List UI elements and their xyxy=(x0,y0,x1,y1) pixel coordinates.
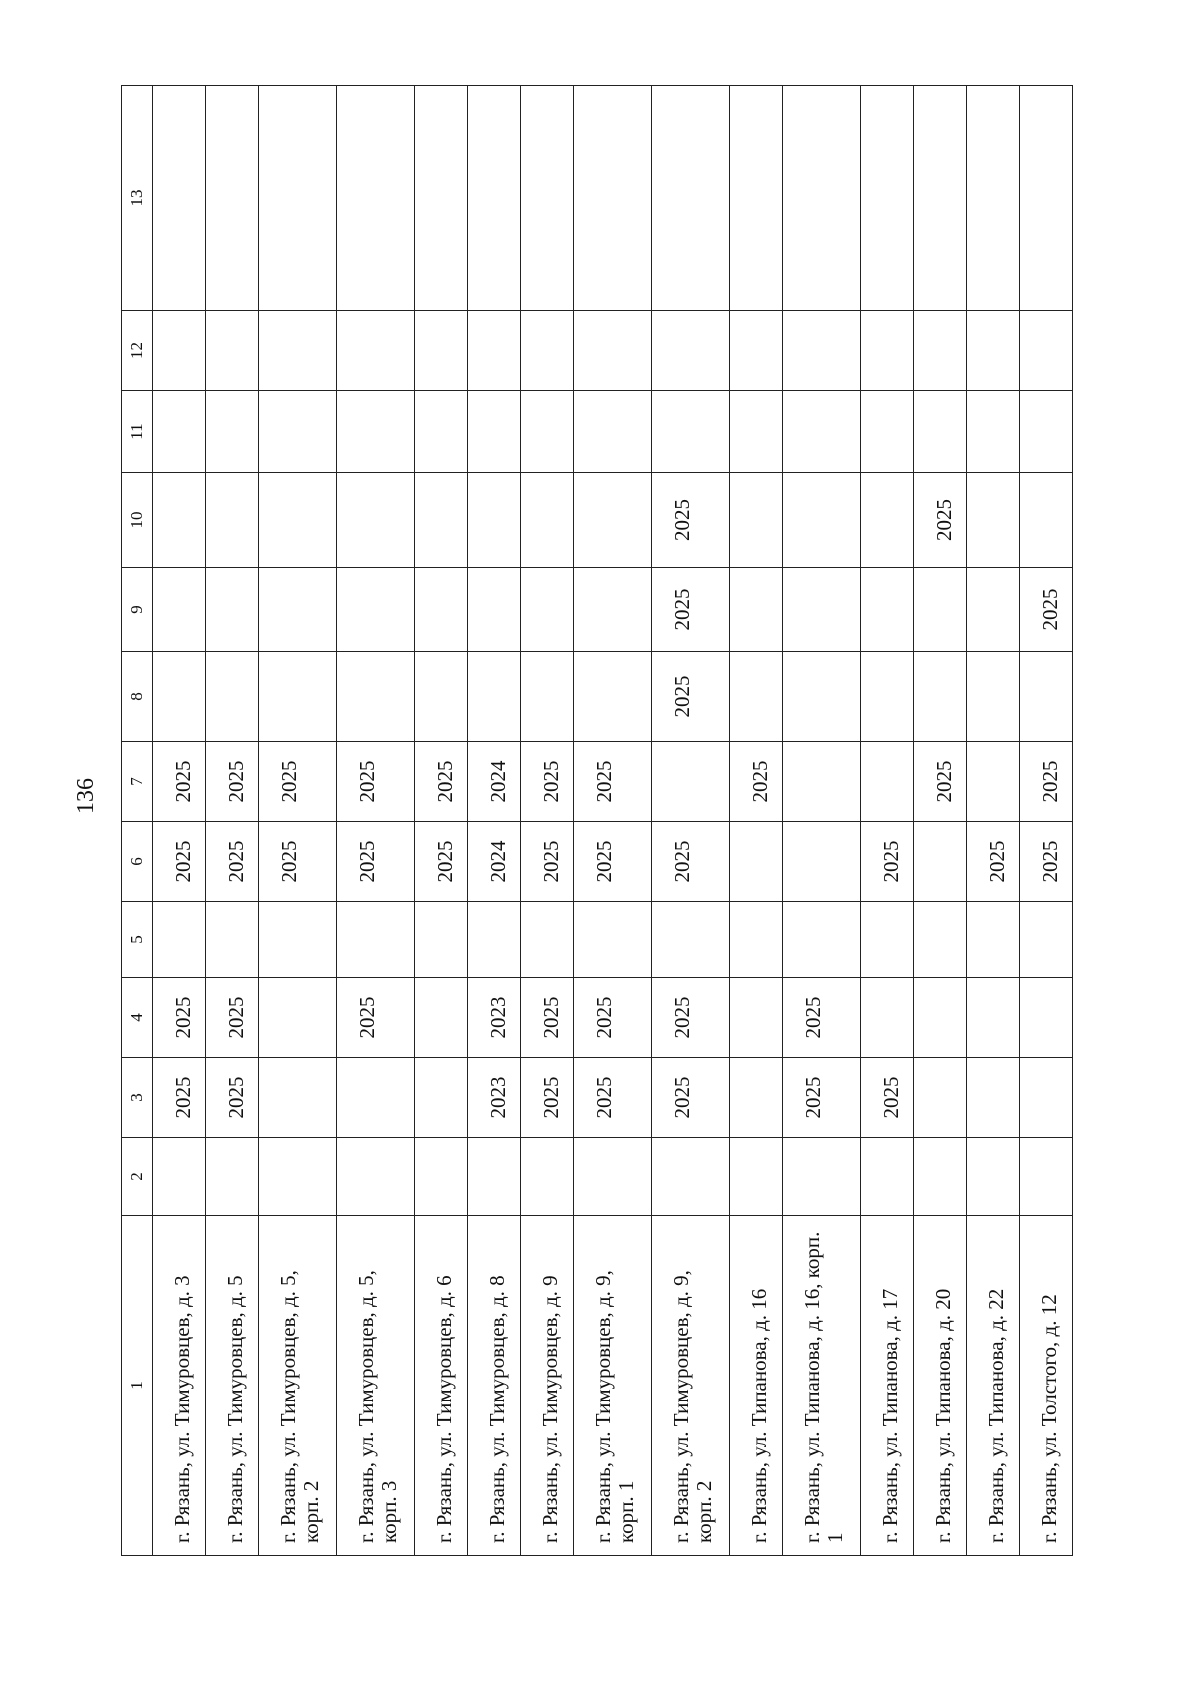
column-header-1: 1 xyxy=(122,1216,153,1556)
address-cell: г. Рязань, ул. Толстого, д. 12 xyxy=(1019,1216,1072,1556)
year-cell-col-12 xyxy=(153,311,206,391)
year-cell-col-8 xyxy=(153,652,206,742)
column-header-4: 4 xyxy=(122,978,153,1058)
year-cell-col-4: 2023 xyxy=(468,978,521,1058)
year-cell-col-8 xyxy=(205,652,258,742)
year-cell-col-3 xyxy=(415,1058,468,1138)
year-cell-col-11 xyxy=(1019,391,1072,473)
year-cell-col-8 xyxy=(520,652,573,742)
year-cell-col-7: 2025 xyxy=(205,742,258,822)
year-cell-col-4: 2025 xyxy=(520,978,573,1058)
year-cell-col-5 xyxy=(153,902,206,978)
year-cell-col-3: 2025 xyxy=(652,1058,730,1138)
year-cell-col-13 xyxy=(967,86,1020,311)
address-cell: г. Рязань, ул. Типанова, д. 16 xyxy=(730,1216,783,1556)
year-cell-col-2 xyxy=(258,1138,336,1216)
year-cell-col-10 xyxy=(205,473,258,568)
year-cell-col-9 xyxy=(258,568,336,652)
year-cell-col-11 xyxy=(336,391,414,473)
year-cell-col-8 xyxy=(967,652,1020,742)
table-row xyxy=(652,86,730,1556)
year-cell-col-2 xyxy=(861,1138,914,1216)
year-cell-col-13 xyxy=(336,86,414,311)
year-cell-col-4: 2025 xyxy=(153,978,206,1058)
year-cell-col-6: 2025 xyxy=(258,822,336,902)
year-cell-col-12 xyxy=(1019,311,1072,391)
table-row xyxy=(205,86,258,1556)
header-row xyxy=(122,86,153,1556)
year-cell-col-11 xyxy=(153,391,206,473)
year-cell-col-5 xyxy=(783,902,861,978)
year-cell-col-8 xyxy=(914,652,967,742)
table-row xyxy=(153,86,206,1556)
year-cell-col-2 xyxy=(914,1138,967,1216)
year-cell-col-4: 2025 xyxy=(652,978,730,1058)
year-cell-col-12 xyxy=(967,311,1020,391)
year-cell-col-5 xyxy=(336,902,414,978)
year-cell-col-13 xyxy=(652,86,730,311)
column-header-6: 6 xyxy=(122,822,153,902)
year-cell-col-3 xyxy=(967,1058,1020,1138)
year-cell-col-12 xyxy=(258,311,336,391)
year-cell-col-13 xyxy=(415,86,468,311)
column-header-11: 11 xyxy=(122,391,153,473)
address-cell: г. Рязань, ул. Тимуровцев, д. 5 xyxy=(205,1216,258,1556)
address-cell: г. Рязань, ул. Тимуровцев, д. 9, корп. 2 xyxy=(652,1216,730,1556)
year-cell-col-9 xyxy=(153,568,206,652)
column-header-7: 7 xyxy=(122,742,153,822)
year-cell-col-7 xyxy=(652,742,730,822)
year-cell-col-5 xyxy=(730,902,783,978)
address-cell: г. Рязань, ул. Тимуровцев, д. 6 xyxy=(415,1216,468,1556)
year-cell-col-9 xyxy=(415,568,468,652)
year-cell-col-7 xyxy=(861,742,914,822)
year-cell-col-5 xyxy=(258,902,336,978)
year-cell-col-3 xyxy=(914,1058,967,1138)
year-cell-col-10 xyxy=(415,473,468,568)
year-cell-col-2 xyxy=(415,1138,468,1216)
year-cell-col-10 xyxy=(153,473,206,568)
column-header-8: 8 xyxy=(122,652,153,742)
year-cell-col-3: 2025 xyxy=(573,1058,651,1138)
table-row xyxy=(573,86,651,1556)
year-cell-col-3: 2023 xyxy=(468,1058,521,1138)
year-cell-col-4 xyxy=(861,978,914,1058)
year-cell-col-13 xyxy=(205,86,258,311)
page-number: 136 xyxy=(73,778,99,814)
year-cell-col-3 xyxy=(336,1058,414,1138)
year-cell-col-4 xyxy=(967,978,1020,1058)
year-cell-col-9: 2025 xyxy=(1019,568,1072,652)
table-row xyxy=(730,86,783,1556)
year-cell-col-9 xyxy=(861,568,914,652)
year-cell-col-5 xyxy=(468,902,521,978)
year-cell-col-8 xyxy=(468,652,521,742)
year-cell-col-7: 2025 xyxy=(730,742,783,822)
column-header-3: 3 xyxy=(122,1058,153,1138)
year-cell-col-12 xyxy=(652,311,730,391)
year-cell-col-11 xyxy=(520,391,573,473)
year-cell-col-8 xyxy=(783,652,861,742)
year-cell-col-12 xyxy=(205,311,258,391)
year-cell-col-6: 2025 xyxy=(1019,822,1072,902)
year-cell-col-2 xyxy=(967,1138,1020,1216)
year-cell-col-11 xyxy=(415,391,468,473)
year-cell-col-7 xyxy=(967,742,1020,822)
year-cell-col-3 xyxy=(1019,1058,1072,1138)
year-cell-col-6: 2025 xyxy=(861,822,914,902)
year-cell-col-6 xyxy=(783,822,861,902)
year-cell-col-8 xyxy=(336,652,414,742)
address-cell: г. Рязань, ул. Типанова, д. 20 xyxy=(914,1216,967,1556)
year-cell-col-6: 2025 xyxy=(415,822,468,902)
year-cell-col-4 xyxy=(914,978,967,1058)
table-row xyxy=(258,86,336,1556)
year-cell-col-11 xyxy=(258,391,336,473)
year-cell-col-12 xyxy=(573,311,651,391)
address-cell: г. Рязань, ул. Типанова, д. 16, корп. 1 xyxy=(783,1216,861,1556)
year-cell-col-7: 2025 xyxy=(415,742,468,822)
year-cell-col-2 xyxy=(336,1138,414,1216)
year-cell-col-6 xyxy=(914,822,967,902)
year-cell-col-4 xyxy=(258,978,336,1058)
schedule-table xyxy=(121,85,1073,1556)
year-cell-col-11 xyxy=(652,391,730,473)
year-cell-col-3: 2025 xyxy=(520,1058,573,1138)
year-cell-col-10 xyxy=(468,473,521,568)
year-cell-col-11 xyxy=(205,391,258,473)
year-cell-col-2 xyxy=(468,1138,521,1216)
year-cell-col-8: 2025 xyxy=(652,652,730,742)
year-cell-col-2 xyxy=(783,1138,861,1216)
year-cell-col-10 xyxy=(336,473,414,568)
year-cell-col-7: 2024 xyxy=(468,742,521,822)
year-cell-col-13 xyxy=(914,86,967,311)
table-row xyxy=(967,86,1020,1556)
year-cell-col-5 xyxy=(520,902,573,978)
year-cell-col-2 xyxy=(1019,1138,1072,1216)
year-cell-col-12 xyxy=(914,311,967,391)
year-cell-col-7: 2025 xyxy=(336,742,414,822)
year-cell-col-9 xyxy=(967,568,1020,652)
year-cell-col-9 xyxy=(468,568,521,652)
table-row xyxy=(861,86,914,1556)
year-cell-col-13 xyxy=(468,86,521,311)
year-cell-col-7 xyxy=(783,742,861,822)
table-row xyxy=(520,86,573,1556)
year-cell-col-6: 2025 xyxy=(967,822,1020,902)
year-cell-col-4 xyxy=(1019,978,1072,1058)
year-cell-col-5 xyxy=(205,902,258,978)
column-header-10: 10 xyxy=(122,473,153,568)
year-cell-col-2 xyxy=(573,1138,651,1216)
column-header-12: 12 xyxy=(122,311,153,391)
year-cell-col-10 xyxy=(573,473,651,568)
year-cell-col-2 xyxy=(652,1138,730,1216)
rotated-table-container xyxy=(121,86,1073,1556)
column-header-13: 13 xyxy=(122,86,153,311)
year-cell-col-2 xyxy=(730,1138,783,1216)
year-cell-col-9 xyxy=(573,568,651,652)
year-cell-col-4: 2025 xyxy=(783,978,861,1058)
year-cell-col-5 xyxy=(861,902,914,978)
year-cell-col-6: 2025 xyxy=(153,822,206,902)
year-cell-col-6: 2024 xyxy=(468,822,521,902)
year-cell-col-13 xyxy=(1019,86,1072,311)
year-cell-col-10 xyxy=(1019,473,1072,568)
year-cell-col-6: 2025 xyxy=(573,822,651,902)
year-cell-col-3: 2025 xyxy=(861,1058,914,1138)
column-header-5: 5 xyxy=(122,902,153,978)
address-cell: г. Рязань, ул. Тимуровцев, д. 8 xyxy=(468,1216,521,1556)
address-cell: г. Рязань, ул. Типанова, д. 22 xyxy=(967,1216,1020,1556)
year-cell-col-6: 2025 xyxy=(205,822,258,902)
year-cell-col-10 xyxy=(730,473,783,568)
year-cell-col-5 xyxy=(1019,902,1072,978)
year-cell-col-8 xyxy=(573,652,651,742)
year-cell-col-8 xyxy=(258,652,336,742)
year-cell-col-8 xyxy=(730,652,783,742)
year-cell-col-7: 2025 xyxy=(153,742,206,822)
year-cell-col-12 xyxy=(415,311,468,391)
year-cell-col-13 xyxy=(730,86,783,311)
year-cell-col-7: 2025 xyxy=(258,742,336,822)
year-cell-col-12 xyxy=(520,311,573,391)
year-cell-col-3: 2025 xyxy=(153,1058,206,1138)
table-body xyxy=(153,86,1073,1556)
year-cell-col-5 xyxy=(914,902,967,978)
year-cell-col-9 xyxy=(205,568,258,652)
table-row xyxy=(336,86,414,1556)
address-cell: г. Рязань, ул. Типанова, д. 17 xyxy=(861,1216,914,1556)
year-cell-col-10 xyxy=(783,473,861,568)
year-cell-col-4 xyxy=(730,978,783,1058)
year-cell-col-6: 2025 xyxy=(652,822,730,902)
table-row xyxy=(783,86,861,1556)
column-header-9: 9 xyxy=(122,568,153,652)
year-cell-col-11 xyxy=(783,391,861,473)
year-cell-col-3 xyxy=(258,1058,336,1138)
year-cell-col-2 xyxy=(520,1138,573,1216)
year-cell-col-9: 2025 xyxy=(652,568,730,652)
year-cell-col-11 xyxy=(468,391,521,473)
year-cell-col-10: 2025 xyxy=(652,473,730,568)
year-cell-col-13 xyxy=(520,86,573,311)
year-cell-col-7: 2025 xyxy=(1019,742,1072,822)
year-cell-col-13 xyxy=(258,86,336,311)
year-cell-col-12 xyxy=(861,311,914,391)
address-cell: г. Рязань, ул. Тимуровцев, д. 3 xyxy=(153,1216,206,1556)
year-cell-col-13 xyxy=(783,86,861,311)
year-cell-col-12 xyxy=(783,311,861,391)
year-cell-col-6 xyxy=(730,822,783,902)
year-cell-col-4: 2025 xyxy=(573,978,651,1058)
year-cell-col-11 xyxy=(573,391,651,473)
year-cell-col-5 xyxy=(652,902,730,978)
year-cell-col-5 xyxy=(573,902,651,978)
year-cell-col-9 xyxy=(783,568,861,652)
year-cell-col-7: 2025 xyxy=(573,742,651,822)
year-cell-col-11 xyxy=(914,391,967,473)
year-cell-col-9 xyxy=(336,568,414,652)
year-cell-col-5 xyxy=(967,902,1020,978)
year-cell-col-13 xyxy=(861,86,914,311)
year-cell-col-10 xyxy=(520,473,573,568)
address-cell: г. Рязань, ул. Тимуровцев, д. 9, корп. 1 xyxy=(573,1216,651,1556)
year-cell-col-9 xyxy=(730,568,783,652)
year-cell-col-6: 2025 xyxy=(336,822,414,902)
table-row xyxy=(468,86,521,1556)
table-row xyxy=(914,86,967,1556)
table-row xyxy=(1019,86,1072,1556)
year-cell-col-10 xyxy=(967,473,1020,568)
address-cell: г. Рязань, ул. Тимуровцев, д. 9 xyxy=(520,1216,573,1556)
column-header-2: 2 xyxy=(122,1138,153,1216)
year-cell-col-11 xyxy=(861,391,914,473)
year-cell-col-10: 2025 xyxy=(914,473,967,568)
year-cell-col-4: 2025 xyxy=(336,978,414,1058)
year-cell-col-2 xyxy=(153,1138,206,1216)
year-cell-col-9 xyxy=(914,568,967,652)
year-cell-col-5 xyxy=(415,902,468,978)
year-cell-col-10 xyxy=(861,473,914,568)
address-cell: г. Рязань, ул. Тимуровцев, д. 5, корп. 3 xyxy=(336,1216,414,1556)
year-cell-col-13 xyxy=(573,86,651,311)
year-cell-col-12 xyxy=(468,311,521,391)
year-cell-col-13 xyxy=(153,86,206,311)
year-cell-col-4: 2025 xyxy=(205,978,258,1058)
year-cell-col-7: 2025 xyxy=(914,742,967,822)
year-cell-col-11 xyxy=(730,391,783,473)
year-cell-col-7: 2025 xyxy=(520,742,573,822)
year-cell-col-12 xyxy=(336,311,414,391)
year-cell-col-8 xyxy=(1019,652,1072,742)
year-cell-col-10 xyxy=(258,473,336,568)
year-cell-col-8 xyxy=(861,652,914,742)
year-cell-col-2 xyxy=(205,1138,258,1216)
address-cell: г. Рязань, ул. Тимуровцев, д. 5, корп. 2 xyxy=(258,1216,336,1556)
table-row xyxy=(415,86,468,1556)
year-cell-col-4 xyxy=(415,978,468,1058)
year-cell-col-9 xyxy=(520,568,573,652)
year-cell-col-8 xyxy=(415,652,468,742)
year-cell-col-3: 2025 xyxy=(783,1058,861,1138)
year-cell-col-3 xyxy=(730,1058,783,1138)
year-cell-col-12 xyxy=(730,311,783,391)
year-cell-col-3: 2025 xyxy=(205,1058,258,1138)
year-cell-col-6: 2025 xyxy=(520,822,573,902)
year-cell-col-11 xyxy=(967,391,1020,473)
